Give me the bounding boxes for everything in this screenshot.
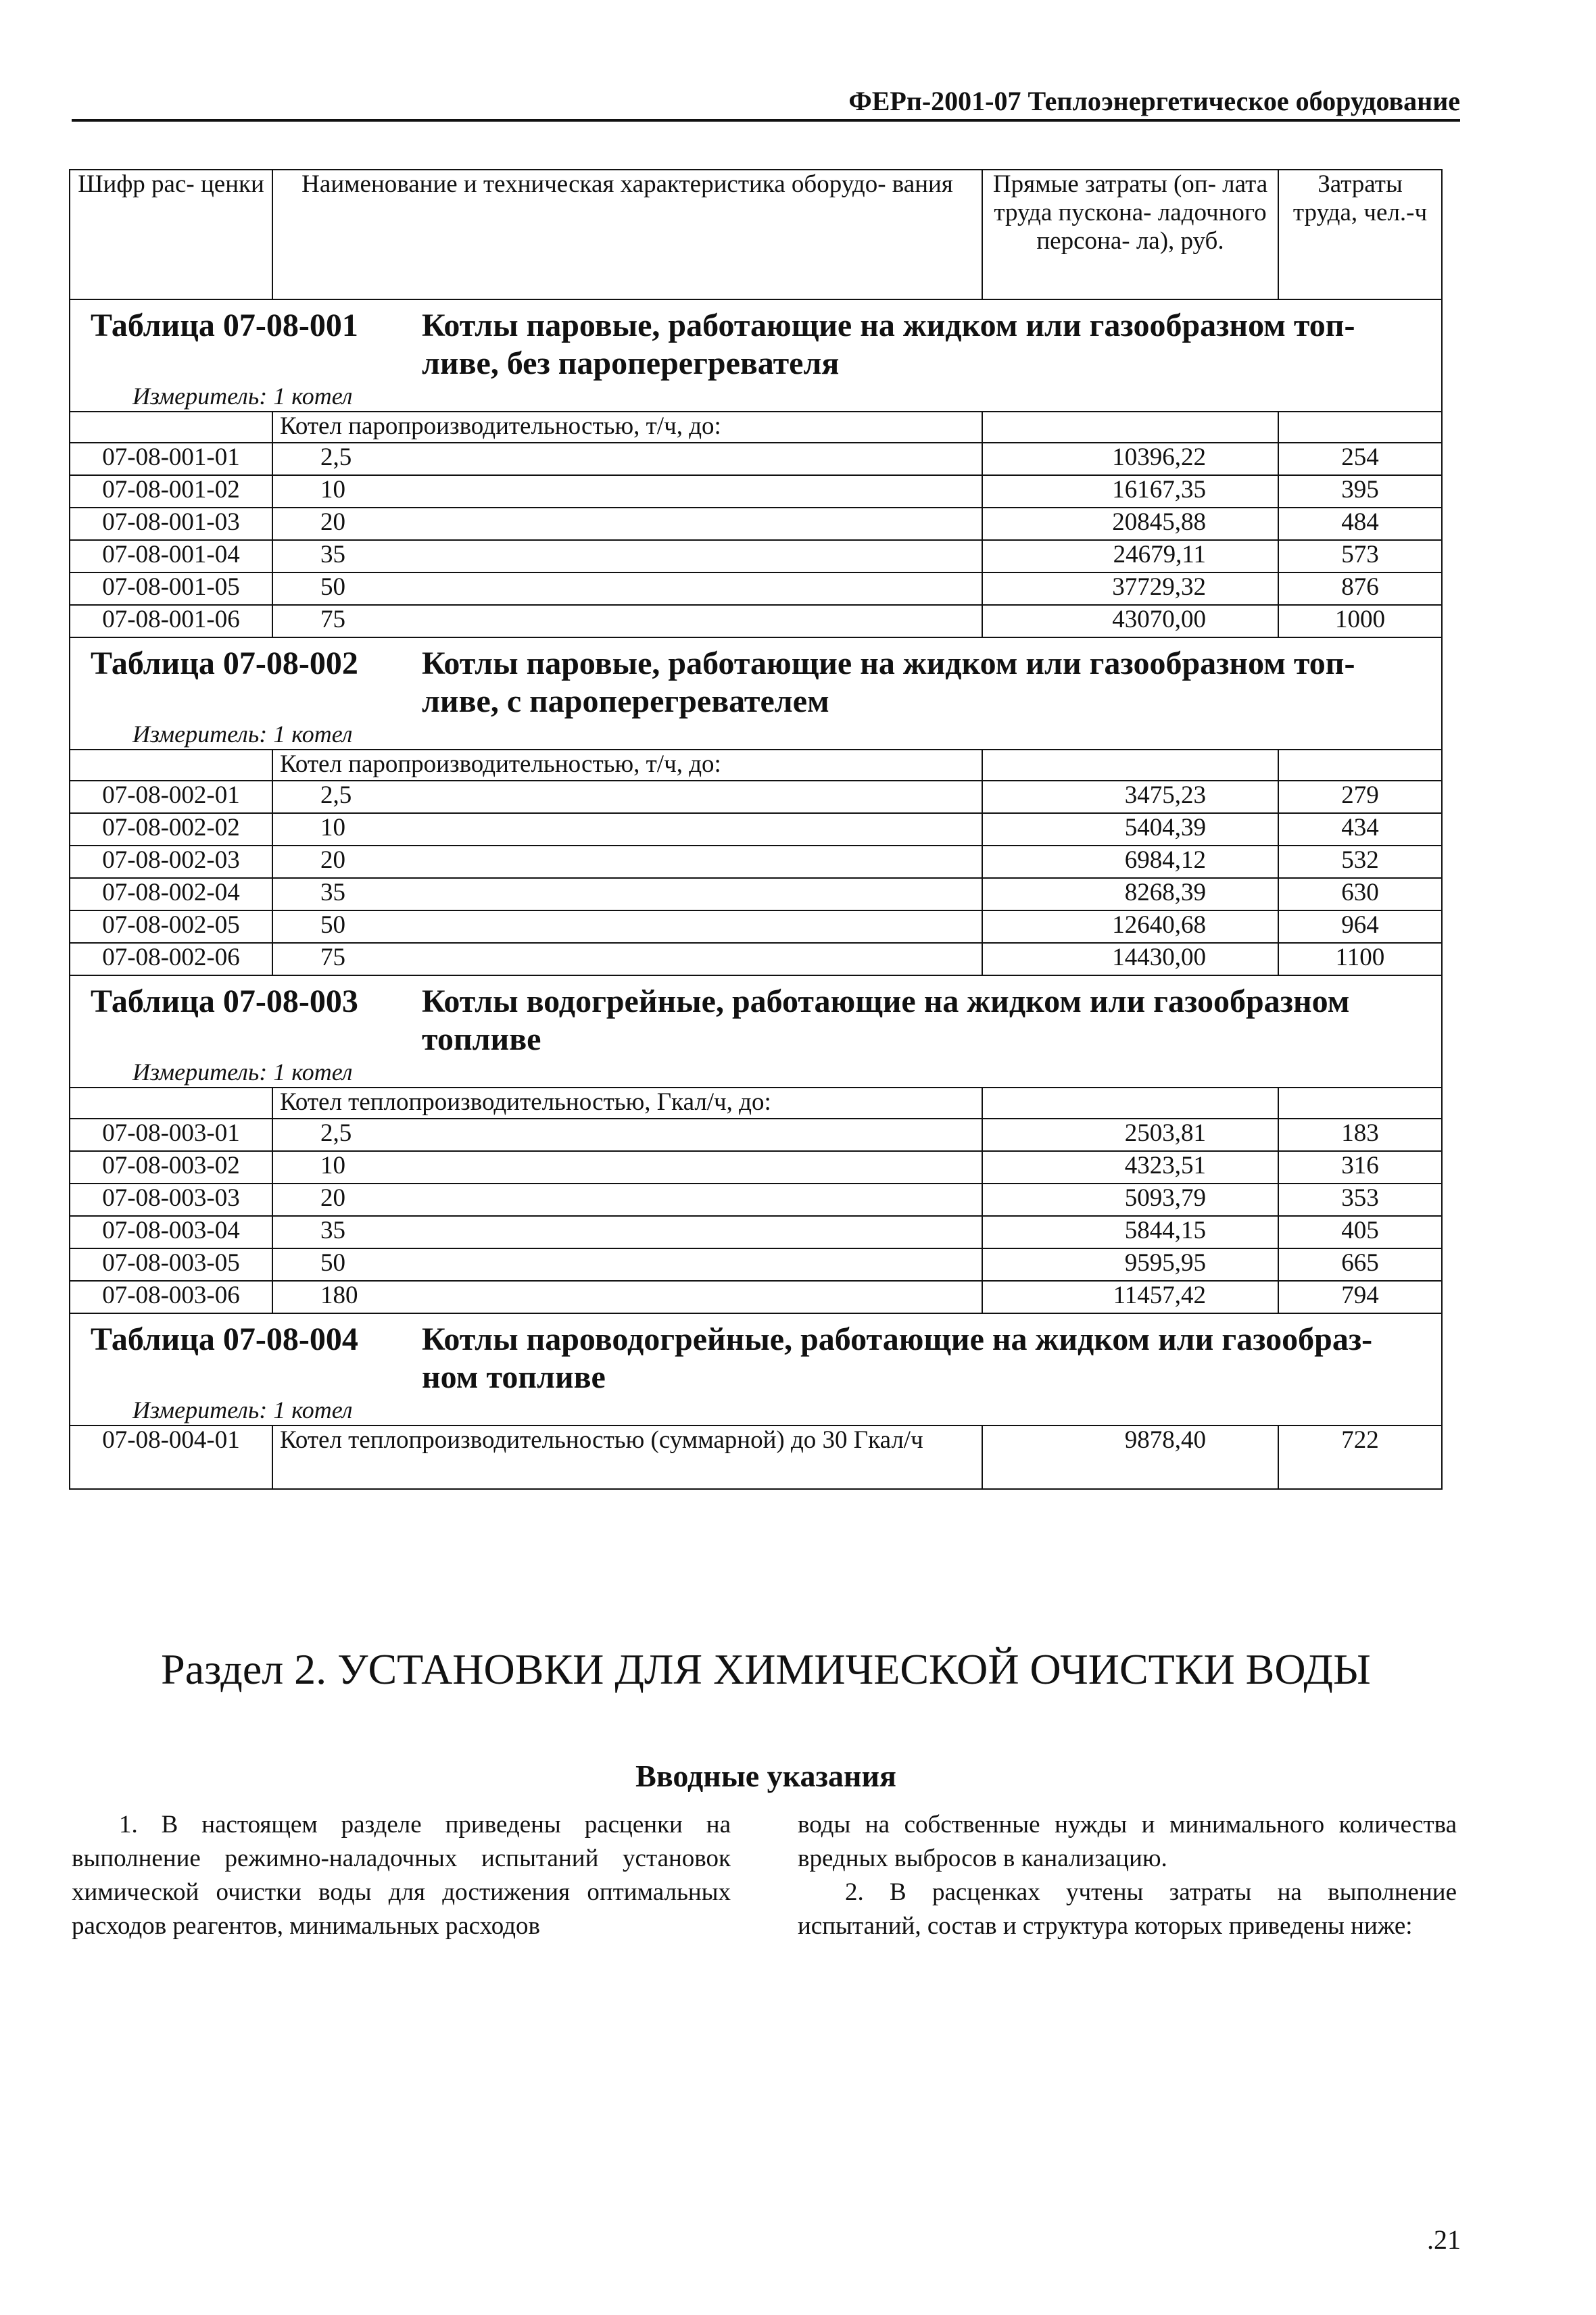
table-row <box>70 1248 1442 1281</box>
row-labor: 353 <box>1278 1184 1442 1216</box>
row-param: 75 <box>272 605 982 637</box>
row-labor: 279 <box>1278 781 1442 813</box>
row-cost: 37729,32 <box>982 572 1278 605</box>
row-cost: 9595,95 <box>982 1248 1278 1281</box>
col-header-direct: Прямые затраты (оп- лата труда пускона- ладочного персона- ла), руб. <box>982 170 1278 299</box>
row-labor: 964 <box>1278 910 1442 943</box>
row-code: 07-08-003-02 <box>70 1151 272 1184</box>
measure-unit: Измеритель: 1 котел <box>132 1396 353 1423</box>
paragraph: 2. В расценках учтены затраты на выполнение испытаний, состав и структура которых приведены ниже: <box>798 1878 1457 1940</box>
table-header-row <box>70 170 1442 299</box>
row-code: 07-08-003-01 <box>70 1119 272 1151</box>
table-row <box>70 846 1442 878</box>
row-code: 07-08-001-03 <box>70 508 272 540</box>
row-code: 07-08-001-06 <box>70 605 272 637</box>
row-cost: 2503,81 <box>982 1119 1278 1151</box>
row-labor: 254 <box>1278 443 1442 475</box>
table-name: Котлы водогрейные, работающие на жидком или газообразном топливе <box>422 983 1350 1057</box>
row-cost: 10396,22 <box>982 443 1278 475</box>
row-code: 07-08-001-01 <box>70 443 272 475</box>
table-title-row <box>70 299 1442 412</box>
row-cost: 11457,42 <box>982 1281 1278 1313</box>
row-code: 07-08-002-03 <box>70 846 272 878</box>
subhead-text: Котел паропроизводительностью, т/ч, до: <box>272 412 982 443</box>
row-cost: 8268,39 <box>982 878 1278 910</box>
paragraph: 1. В настоящем разделе приведены расценки на выполнение режимно-наладочных испытаний установок химической очистки воды для достижения оптимальных расходов реагентов, минимальных расходов <box>72 1811 731 1940</box>
subhead-row <box>70 1088 1442 1119</box>
running-header: ФЕРп-2001-07 Теплоэнергетическое оборудование <box>848 86 1460 116</box>
row-code: 07-08-004-01 <box>70 1425 272 1489</box>
row-param: 2,5 <box>272 1119 982 1151</box>
row-code: 07-08-003-05 <box>70 1248 272 1281</box>
right-column <box>798 1808 1457 1943</box>
table-row <box>70 540 1442 572</box>
row-param: 20 <box>272 846 982 878</box>
row-code: 07-08-003-04 <box>70 1216 272 1248</box>
rates-table <box>69 169 1443 1490</box>
row-param: 10 <box>272 1151 982 1184</box>
measure-unit: Измеритель: 1 котел <box>132 721 353 748</box>
header-rule <box>72 119 1460 122</box>
row-param: 2,5 <box>272 781 982 813</box>
measure-unit: Измеритель: 1 котел <box>132 1058 353 1086</box>
row-labor: 532 <box>1278 846 1442 878</box>
row-cost: 9878,40 <box>982 1425 1278 1489</box>
table-row <box>70 1281 1442 1313</box>
row-code: 07-08-002-04 <box>70 878 272 910</box>
row-cost: 14430,00 <box>982 943 1278 975</box>
page-number: .21 <box>1427 2224 1461 2255</box>
paragraph: воды на собственные нужды и минимального количества вредных выбросов в канализацию. <box>798 1811 1457 1872</box>
row-labor: 794 <box>1278 1281 1442 1313</box>
row-labor: 722 <box>1278 1425 1442 1489</box>
row-param: 20 <box>272 508 982 540</box>
row-cost: 12640,68 <box>982 910 1278 943</box>
table-number: Таблица 07-08-003 <box>91 983 358 1019</box>
left-column <box>72 1808 731 1943</box>
row-code: 07-08-002-05 <box>70 910 272 943</box>
row-param: 2,5 <box>272 443 982 475</box>
table-row <box>70 781 1442 813</box>
row-code: 07-08-002-01 <box>70 781 272 813</box>
table-row <box>70 605 1442 637</box>
row-cost: 6984,12 <box>982 846 1278 878</box>
table-row <box>70 943 1442 975</box>
table-row <box>70 1216 1442 1248</box>
row-code: 07-08-001-04 <box>70 540 272 572</box>
table-title-row <box>70 1313 1442 1425</box>
row-labor: 484 <box>1278 508 1442 540</box>
table-row <box>70 1151 1442 1184</box>
subhead-row <box>70 750 1442 781</box>
table-number: Таблица 07-08-001 <box>91 308 358 343</box>
row-code: 07-08-003-03 <box>70 1184 272 1216</box>
table-row <box>70 508 1442 540</box>
table-number: Таблица 07-08-004 <box>91 1321 358 1357</box>
row-labor: 573 <box>1278 540 1442 572</box>
row-param: 20 <box>272 1184 982 1216</box>
row-param: 50 <box>272 1248 982 1281</box>
table-row <box>70 475 1442 508</box>
row-code: 07-08-002-06 <box>70 943 272 975</box>
row-cost: 5404,39 <box>982 813 1278 846</box>
col-header-labor: Затраты труда, чел.-ч <box>1278 170 1442 299</box>
row-labor: 183 <box>1278 1119 1442 1151</box>
table-row <box>70 878 1442 910</box>
row-cost: 20845,88 <box>982 508 1278 540</box>
row-cost: 3475,23 <box>982 781 1278 813</box>
row-param: 50 <box>272 910 982 943</box>
row-param: 50 <box>272 572 982 605</box>
row-labor: 316 <box>1278 1151 1442 1184</box>
subhead-text: Котел паропроизводительностью, т/ч, до: <box>272 750 982 781</box>
table-row <box>70 1119 1442 1151</box>
table-name: Котлы пароводогрейные, работающие на жидком или газообраз- ном топливе <box>422 1321 1373 1395</box>
row-labor: 434 <box>1278 813 1442 846</box>
row-param: 10 <box>272 475 982 508</box>
table-row <box>70 1425 1442 1489</box>
row-cost: 5093,79 <box>982 1184 1278 1216</box>
row-labor: 1100 <box>1278 943 1442 975</box>
table-name: Котлы паровые, работающие на жидком или газообразном топ- ливе, без пароперегревателя <box>422 308 1355 381</box>
table-number: Таблица 07-08-002 <box>91 645 358 681</box>
row-code: 07-08-003-06 <box>70 1281 272 1313</box>
table-row <box>70 1184 1442 1216</box>
table-row <box>70 910 1442 943</box>
row-cost: 43070,00 <box>982 605 1278 637</box>
table-row <box>70 813 1442 846</box>
col-header-code: Шифр рас- ценки <box>70 170 272 299</box>
row-param: 35 <box>272 540 982 572</box>
row-labor: 405 <box>1278 1216 1442 1248</box>
measure-unit: Измеритель: 1 котел <box>132 383 353 410</box>
row-cost: 24679,11 <box>982 540 1278 572</box>
row-description: Котел теплопроизводительностью (суммарной) до 30 Гкал/ч <box>272 1425 982 1489</box>
subhead-text: Котел теплопроизводительностью, Гкал/ч, до: <box>272 1088 982 1119</box>
row-param: 180 <box>272 1281 982 1313</box>
row-labor: 395 <box>1278 475 1442 508</box>
row-code: 07-08-001-05 <box>70 572 272 605</box>
table-row <box>70 443 1442 475</box>
section-title: Раздел 2. УСТАНОВКИ ДЛЯ ХИМИЧЕСКОЙ ОЧИСТКИ ВОДЫ <box>161 1645 1371 1693</box>
table-title-row <box>70 637 1442 750</box>
row-param: 75 <box>272 943 982 975</box>
col-header-name: Наименование и техническая характеристика оборудо- вания <box>272 170 982 299</box>
row-param: 35 <box>272 878 982 910</box>
row-labor: 876 <box>1278 572 1442 605</box>
row-cost: 4323,51 <box>982 1151 1278 1184</box>
row-labor: 665 <box>1278 1248 1442 1281</box>
subhead-row <box>70 412 1442 443</box>
row-code: 07-08-002-02 <box>70 813 272 846</box>
section-subtitle: Вводные указания <box>635 1759 896 1793</box>
row-param: 10 <box>272 813 982 846</box>
row-cost: 5844,15 <box>982 1216 1278 1248</box>
row-cost: 16167,35 <box>982 475 1278 508</box>
row-code: 07-08-001-02 <box>70 475 272 508</box>
table-row <box>70 572 1442 605</box>
row-labor: 630 <box>1278 878 1442 910</box>
table-name: Котлы паровые, работающие на жидком или газообразном топ- ливе, с пароперегревателем <box>422 645 1355 719</box>
row-param: 35 <box>272 1216 982 1248</box>
table-title-row <box>70 975 1442 1088</box>
row-labor: 1000 <box>1278 605 1442 637</box>
